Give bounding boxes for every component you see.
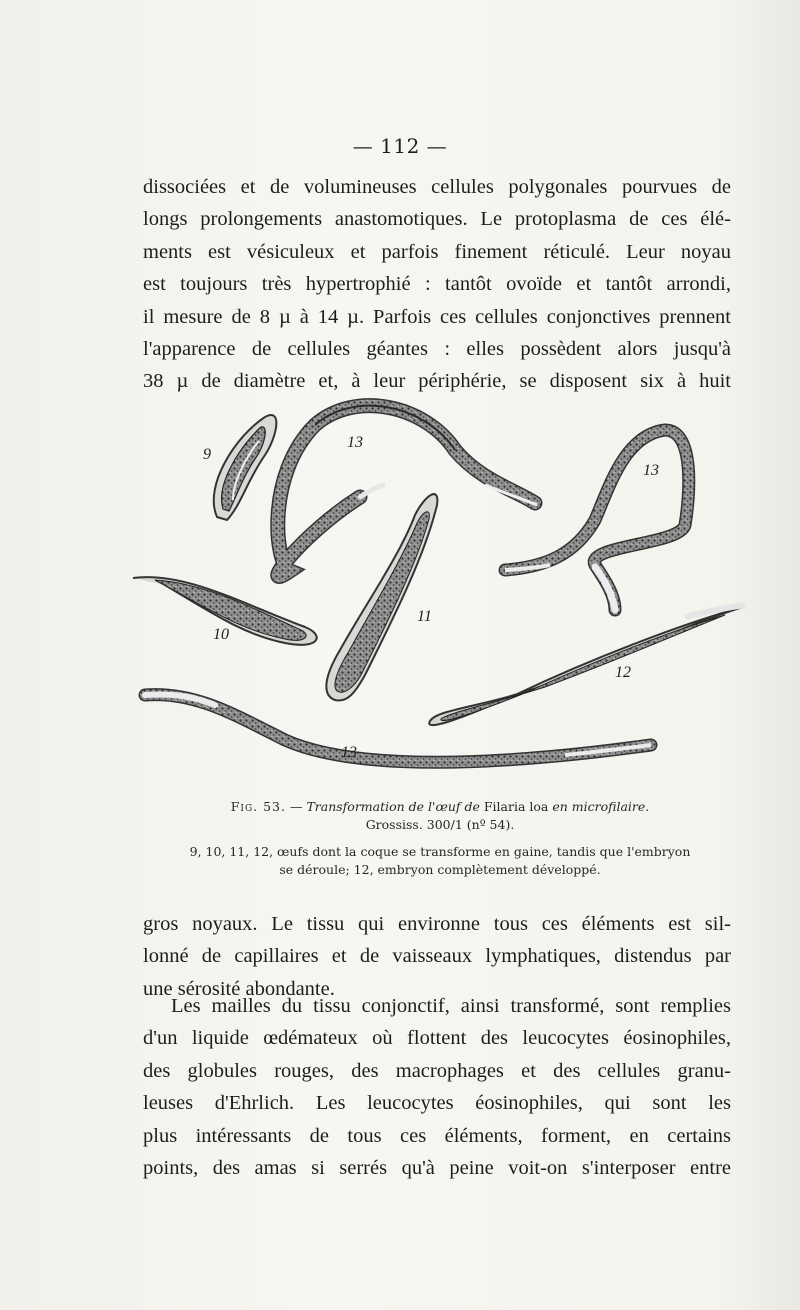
text-line: des globules rouges, des macrophages et des cellules granu-: [143, 1059, 731, 1082]
figure-label-9: 9: [203, 446, 211, 463]
text-line: d'un liquide œdémateux où flottent des leucocytes éosinophiles,: [143, 1027, 731, 1050]
specimen-13-right: [505, 430, 689, 610]
text-line: une sérosité abondante.: [143, 977, 335, 1000]
text-line: leuses d'Ehrlich. Les leucocytes éosinophiles, qui sont les: [143, 1092, 731, 1115]
figure-label-13-left: 13: [347, 434, 363, 451]
figure-legend: [130, 843, 750, 879]
legend-line: se déroule; 12, embryon complètement développé.: [279, 862, 601, 877]
text-line: dissociées et de volumineuses cellules polygonales pourvues de: [143, 176, 731, 198]
figure-label-12: 12: [615, 664, 631, 681]
caption-magnification: Grossiss. 300/1 (nº 54).: [365, 817, 515, 832]
text-line: est toujours très hypertrophié : tantôt ovoïde et tantôt arrondi,: [143, 273, 731, 296]
figure-label-13-bottom: 13: [341, 744, 357, 761]
text-line: 38 µ de diamètre et, à leur périphérie, se disposent six à huit: [143, 370, 731, 393]
text-line: longs prolongements anastomotiques. Le protoplasma de ces élé-: [143, 208, 731, 231]
text-line: lonné de capillaires et de vaisseaux lymphatiques, distendus par: [143, 945, 731, 968]
figure-label-10: 10: [213, 626, 229, 643]
figure-caption: [130, 798, 750, 834]
text-line: Les mailles du tissu conjonctif, ainsi transformé, sont remplies: [171, 995, 731, 1017]
page-number: — 112 —: [352, 134, 448, 158]
figure-microfilaria-drawing: [125, 395, 765, 790]
paragraph-body-1: [143, 171, 731, 398]
specimen-9: [214, 415, 277, 520]
legend-line: 9, 10, 11, 12, œufs dont la coque se transforme en gaine, tandis que l'embryon: [189, 844, 691, 859]
specimen-13-bottom: [145, 694, 651, 762]
text-line: l'apparence de cellules géantes : elles possèdent alors jusqu'à: [143, 338, 731, 361]
text-line: gros noyaux. Le tissu qui environne tous ces éléments est sil-: [143, 913, 731, 935]
caption-title-italic-2: en microfilaire.: [552, 799, 650, 814]
text-line: il mesure de 8 µ à 14 µ. Parfois ces cellules conjonctives prennent: [143, 305, 731, 328]
paragraph-body-3: [143, 990, 731, 1184]
specimen-12: [429, 605, 745, 725]
text-line: plus intéressants de tous ces éléments, forment, en certains: [143, 1124, 731, 1147]
specimen-11: [326, 494, 437, 700]
caption-title-roman: Filaria loa: [479, 799, 553, 814]
caption-dash: —: [285, 799, 307, 814]
figure-label-13-right: 13: [643, 462, 659, 479]
caption-title-italic-1: Transformation de l'œuf de: [306, 799, 480, 814]
text-line: ments est vésiculeux et parfois finement réticulé. Leur noyau: [143, 240, 731, 263]
figure-label-11: 11: [417, 608, 432, 625]
figure-illustration: [125, 395, 765, 790]
text-line: points, des amas si serrés qu'à peine voit-on s'interposer entre: [143, 1157, 731, 1180]
figure-number: Fig. 53.: [230, 799, 286, 814]
